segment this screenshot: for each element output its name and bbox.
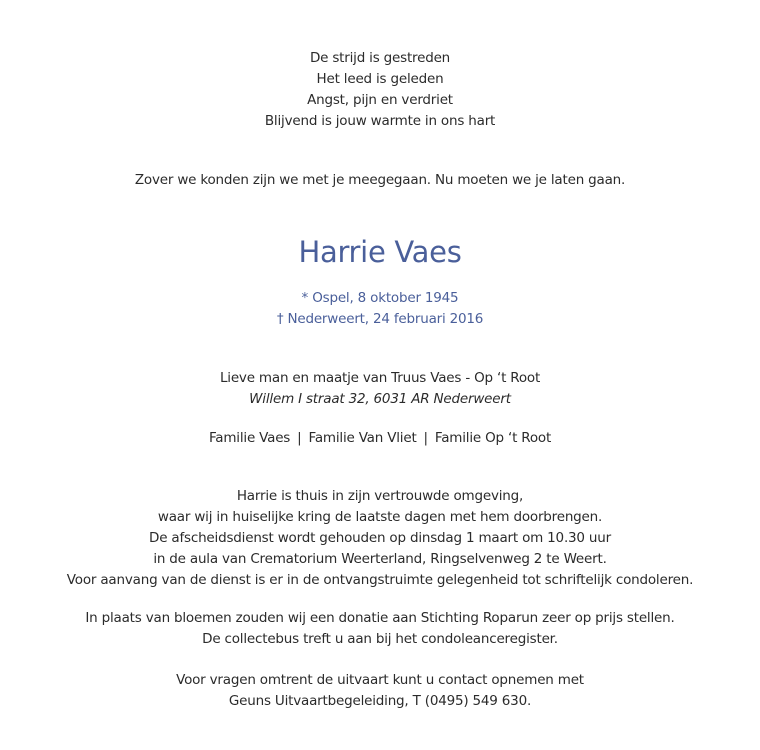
separator: |: [423, 430, 428, 446]
family-name: Familie Van Vliet: [308, 430, 417, 446]
family-name: Familie Vaes: [208, 430, 291, 446]
farewell-quote: [0, 170, 760, 191]
poem-line: Het leed is geleden: [316, 71, 444, 87]
families: [0, 428, 760, 449]
home-address: Willem I straat 32, 6031 AR Nederweert: [249, 391, 511, 407]
contact-paragraph: [0, 670, 760, 712]
separator: |: [297, 430, 302, 446]
paragraph-line: De afscheidsdienst wordt gehouden op dinsdag 1 maart om 10.30 uur: [149, 530, 611, 546]
life-dates: [0, 288, 760, 330]
death-date: † Nederweert, 24 februari 2016: [276, 311, 484, 327]
poem-line: Blijvend is jouw warmte in ons hart: [264, 113, 496, 129]
paragraph-line: Voor aanvang van de dienst is er in de ontvangstruimte gelegenheid tot schriftelijk condoleren.: [66, 572, 694, 588]
spouse-info: [0, 368, 760, 410]
quote-text: Zover we konden zijn we met je meegegaan. Nu moeten we je laten gaan.: [134, 172, 626, 188]
paragraph-line: Harrie is thuis in zijn vertrouwde omgeving,: [236, 488, 524, 504]
deceased-name: Harrie Vaes: [298, 235, 462, 269]
paragraph-line: Geuns Uitvaartbegeleiding, T (0495) 549 630.: [228, 693, 532, 709]
birth-date: * Ospel, 8 oktober 1945: [301, 290, 459, 306]
poem-line: Angst, pijn en verdriet: [307, 92, 453, 108]
paragraph-line: In plaats van bloemen zouden wij een donatie aan Stichting Roparun zeer op prijs stellen.: [85, 610, 675, 626]
poem-line: De strijd is gestreden: [309, 50, 451, 66]
paragraph-line: in de aula van Crematorium Weerterland, Ringselvenweg 2 te Weert.: [153, 551, 607, 567]
paragraph-line: waar wij in huiselijke kring de laatste dagen met hem doorbrengen.: [157, 509, 603, 525]
poem: [0, 48, 760, 132]
family-name: Familie Op ‘t Root: [434, 430, 552, 446]
paragraph-line: Voor vragen omtrent de uitvaart kunt u contact opnemen met: [176, 672, 584, 688]
donation-paragraph: [0, 608, 760, 650]
spouse-line: Lieve man en maatje van Truus Vaes - Op ‘t Root: [219, 370, 541, 386]
paragraph-line: De collectebus treft u aan bij het condoleanceregister.: [202, 631, 558, 647]
service-paragraph: [0, 486, 760, 591]
